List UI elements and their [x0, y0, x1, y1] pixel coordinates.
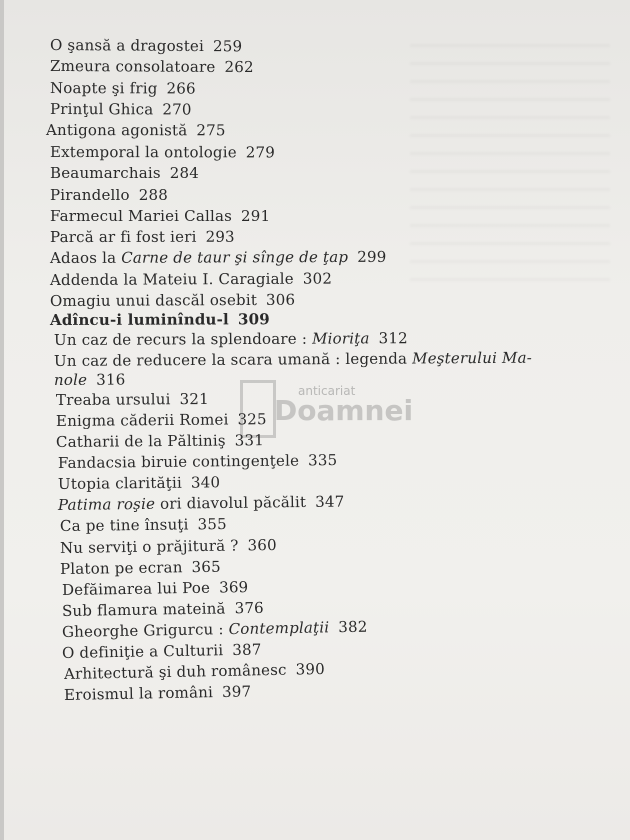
table-of-contents [4, 0, 630, 840]
toc-title-part: nole [53, 370, 88, 389]
toc-title-part: Beaumarchais [50, 164, 161, 182]
toc-entry [58, 493, 345, 514]
toc-entry [54, 329, 408, 349]
toc-page-number: 382 [338, 617, 368, 637]
toc-title-part: Gheorghe Grigurcu : [61, 620, 229, 641]
toc-page-number: 306 [265, 290, 296, 309]
toc-page-number: 284 [169, 164, 199, 182]
toc-title-part: Prinţul Ghica [49, 100, 154, 119]
toc-title-part: Addenda la Mateiu I. Caragiale [49, 269, 294, 289]
toc-title-part: Ca pe tine însuţi [59, 515, 189, 535]
toc-title-part: Eroismul la români [63, 683, 214, 704]
toc-entry [50, 207, 270, 225]
toc-page-number: 262 [224, 57, 254, 77]
toc-title-part: O definiţie a Culturii [61, 641, 224, 662]
toc-entry [50, 310, 270, 329]
toc-title-part: Sub flamura mateină [61, 599, 226, 620]
toc-title-part: Treaba ursului [55, 390, 171, 409]
toc-title-part: Un caz de recurs la splendoare : [53, 329, 313, 349]
toc-page-number: 312 [378, 329, 408, 348]
toc-title-part: Meşterului Ma- [412, 348, 533, 368]
toc-entry [50, 270, 332, 289]
toc-entry [62, 578, 249, 599]
toc-entry [50, 36, 242, 55]
toc-title-part: Un caz de reducere la scara umană : legenda [53, 349, 413, 370]
toc-entry [64, 660, 325, 683]
toc-page-number: 266 [166, 79, 196, 98]
toc-entry [60, 515, 227, 535]
toc-page-number: 291 [241, 207, 271, 225]
toc-entry [56, 410, 267, 430]
toc-title-part: Mioriţa [311, 329, 370, 348]
toc-title-part: Fandacsia biruie contingenţele [57, 451, 300, 472]
toc-page-number: 355 [197, 514, 227, 534]
toc-title-part: Enigma căderii Romei [55, 410, 229, 430]
toc-entry [58, 451, 338, 472]
toc-page-number: 302 [302, 269, 333, 288]
toc-entry [62, 641, 262, 662]
toc-title-part: Arhitectură şi duh românesc [63, 660, 287, 683]
toc-page-number: 340 [190, 473, 221, 492]
toc-page-number: 293 [205, 227, 235, 246]
toc-page-number: 288 [138, 186, 169, 204]
toc-entry [50, 164, 199, 182]
toc-entry [50, 186, 168, 204]
toc-entry [54, 349, 532, 370]
toc-title-part: Extemporal la ontologie [49, 143, 237, 162]
toc-title-part: ori diavolul păcălit [154, 492, 307, 513]
toc-title-part: Patima roşie [57, 494, 156, 514]
toc-title-part: Nu serviţi o prăjitură ? [59, 536, 239, 557]
toc-page-number: 309 [237, 310, 270, 329]
toc-title-part: Noapte şi frig [49, 79, 158, 98]
toc-page-number: 335 [308, 451, 338, 470]
book-page [4, 0, 630, 840]
toc-page-number: 331 [234, 431, 265, 450]
toc-entry [60, 558, 221, 578]
toc-page-number: 279 [245, 143, 276, 162]
toc-page-number: 275 [196, 121, 226, 140]
toc-entry [56, 431, 264, 451]
toc-page-number: 321 [179, 389, 209, 409]
toc-page-number: 365 [191, 557, 221, 577]
toc-page-number: 387 [232, 640, 262, 660]
toc-title-part: Omagiu unui dascăl osebit [49, 290, 258, 310]
toc-title-part: Defăimarea lui Poe [61, 578, 211, 599]
toc-entry [60, 536, 277, 557]
toc-entry [50, 57, 254, 76]
toc-page-number: 397 [221, 682, 252, 701]
watermark-big-text: Doamnei [274, 394, 414, 427]
toc-page-number: 390 [295, 659, 326, 679]
toc-title-part: Pirandello [50, 186, 130, 204]
toc-title-part: Carne de taur şi sînge de ţap [121, 247, 349, 267]
toc-page-number: 360 [247, 535, 277, 555]
toc-entry [62, 618, 368, 641]
toc-title-part: O şansă a dragostei [49, 36, 205, 56]
toc-title-part: Catharii de la Păltiniş [55, 431, 226, 451]
toc-title-part: Adîncu-i luminîndu-l [49, 310, 229, 329]
toc-page-number: 270 [162, 100, 192, 119]
toc-title-part: Zmeura consolatoare [49, 57, 216, 76]
toc-page-number: 259 [212, 37, 243, 56]
toc-page-number: 347 [315, 492, 345, 511]
toc-entry [46, 121, 226, 139]
toc-page-number: 325 [237, 410, 267, 429]
toc-entry [50, 228, 235, 246]
toc-title-part: Contemplaţii [228, 618, 330, 639]
watermark-small-text: anticariat [298, 384, 356, 398]
toc-entry [62, 599, 264, 620]
toc-entry [50, 143, 275, 161]
toc-title-part: Parcă ar fi fost ieri [49, 227, 197, 246]
toc-title-part: Utopia clarităţii [57, 473, 183, 493]
toc-entry [50, 79, 196, 98]
toc-title-part: Farmecul Mariei Callas [50, 207, 232, 225]
toc-page-number: 316 [96, 370, 126, 389]
toc-entry [50, 248, 386, 267]
toc-title-part: Antigona agonistă [45, 121, 188, 140]
toc-page-number: 376 [234, 598, 264, 618]
toc-entry [54, 371, 126, 389]
toc-entry [58, 473, 220, 493]
toc-title-part: Platon pe ecran [59, 558, 183, 578]
toc-entry [50, 291, 295, 310]
toc-entry [56, 390, 209, 409]
toc-title-part: Adaos la [49, 248, 122, 267]
toc-page-number: 369 [218, 578, 249, 597]
toc-page-number: 299 [357, 247, 387, 266]
toc-entry [64, 682, 252, 704]
toc-entry [50, 100, 192, 118]
